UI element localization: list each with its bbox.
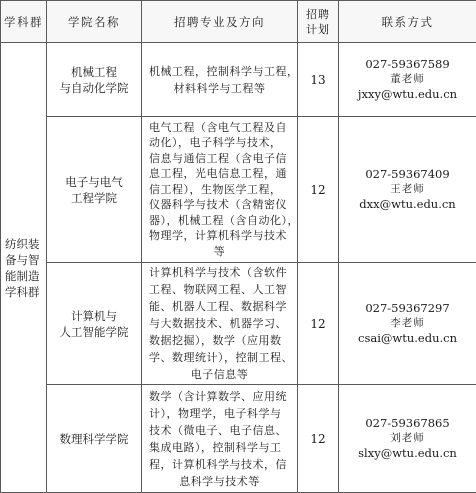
major-line: 计算机科学与技术（含软件 — [149, 264, 290, 281]
major-line: 数据挖掘），数学（应用数 — [149, 332, 290, 349]
college-line: 人工智能学院 — [47, 324, 141, 340]
cluster-line: 纺织装 — [5, 236, 46, 252]
contact-phone: 027-59367865 — [339, 416, 476, 431]
contact-cell — [339, 117, 476, 263]
table-header-row — [1, 1, 476, 43]
major-line: 数学（含计算数学、应用统 — [149, 388, 290, 405]
majors-cell — [142, 43, 298, 117]
table-row — [1, 43, 476, 117]
majors-cell — [142, 263, 298, 385]
major-line: 息科学与技术等 — [149, 473, 290, 490]
major-line: 信息与通信工程（含电子信 — [149, 151, 290, 167]
contact-email: csai@wtu.edu.cn — [339, 331, 476, 346]
college-line: 电子与电气 — [47, 174, 141, 190]
contact-phone: 027-59367409 — [339, 167, 476, 182]
major-line: 电气工程（含电气工程及自 — [149, 120, 290, 136]
header-college: 学院名称 — [47, 1, 142, 43]
contact-phone: 027-59367297 — [339, 301, 476, 316]
major-line: 息工程，光电信息工程，通 — [149, 166, 290, 182]
major-line: 仪器科学与技术（含精密仪 — [149, 197, 290, 213]
majors-cell — [142, 385, 298, 493]
major-line: 计），物理学，电子科学与 — [149, 405, 290, 422]
plan-count: 13 — [298, 43, 339, 117]
college-cell — [47, 263, 142, 385]
majors-cell — [142, 117, 298, 263]
contact-phone: 027-59367589 — [339, 57, 476, 72]
plan-count: 12 — [298, 263, 339, 385]
contact-email: slxy@wtu.edu.cn — [339, 446, 476, 461]
major-line: 机械工程，控制科学与工程， — [149, 63, 290, 80]
major-line: 工程、物联网工程、人工智 — [149, 281, 290, 298]
major-line: 物理学，计算机科学与技术 — [149, 228, 290, 244]
college-line: 计算机与 — [47, 308, 141, 324]
college-cell — [47, 117, 142, 263]
college-line: 与自动化学院 — [47, 80, 141, 96]
college-line: 机械工程 — [47, 64, 141, 80]
contact-email: dxx@wtu.edu.cn — [339, 197, 476, 212]
plan-count: 12 — [298, 385, 339, 493]
header-plan-line1: 招聘 — [298, 7, 338, 22]
contact-teacher: 李老师 — [339, 316, 476, 331]
major-line: 程，计算机科学与技术，信 — [149, 456, 290, 473]
major-line: 器），机械工程（含自动化）， — [149, 213, 290, 229]
college-line: 工程学院 — [47, 190, 141, 206]
major-line: 信工程），生物医学工程， — [149, 182, 290, 198]
table-row — [1, 263, 476, 385]
college-cell — [47, 43, 142, 117]
header-plan — [298, 1, 339, 43]
contact-email: jxxy@wtu.edu.cn — [339, 87, 476, 102]
header-contact: 联系方式 — [339, 1, 476, 43]
cluster-line: 学科群 — [5, 284, 46, 300]
major-line: 与大数据技术、机器学习、 — [149, 315, 290, 332]
table-row — [1, 117, 476, 263]
header-majors: 招聘专业及方向 — [142, 1, 298, 43]
contact-cell — [339, 385, 476, 493]
major-line: 技术（微电子、电子信息、 — [149, 422, 290, 439]
cluster-cell — [1, 43, 47, 493]
plan-count: 12 — [298, 117, 339, 263]
table-row — [1, 385, 476, 493]
major-line: 集成电路），控制科学与工 — [149, 439, 290, 456]
contact-teacher: 董老师 — [339, 72, 476, 87]
cluster-line: 能制造 — [5, 268, 46, 284]
header-plan-line2: 计划 — [298, 22, 338, 37]
contact-teacher: 王老师 — [339, 182, 476, 197]
major-line: 等 — [149, 244, 290, 260]
major-line: 能、机器人工程、数据科学 — [149, 298, 290, 315]
contact-teacher: 刘老师 — [339, 431, 476, 446]
major-line: 电子信息等 — [149, 366, 290, 383]
college-line: 数理科学学院 — [47, 431, 141, 447]
major-line: 材料科学与工程等 — [149, 80, 290, 97]
contact-cell — [339, 43, 476, 117]
cluster-line: 备与智 — [5, 252, 46, 268]
college-cell — [47, 385, 142, 493]
header-cluster: 学科群 — [1, 1, 47, 43]
major-line: 动化），电子科学与技术， — [149, 135, 290, 151]
major-line: 学、数理统计），控制工程、 — [149, 349, 290, 366]
contact-cell — [339, 263, 476, 385]
